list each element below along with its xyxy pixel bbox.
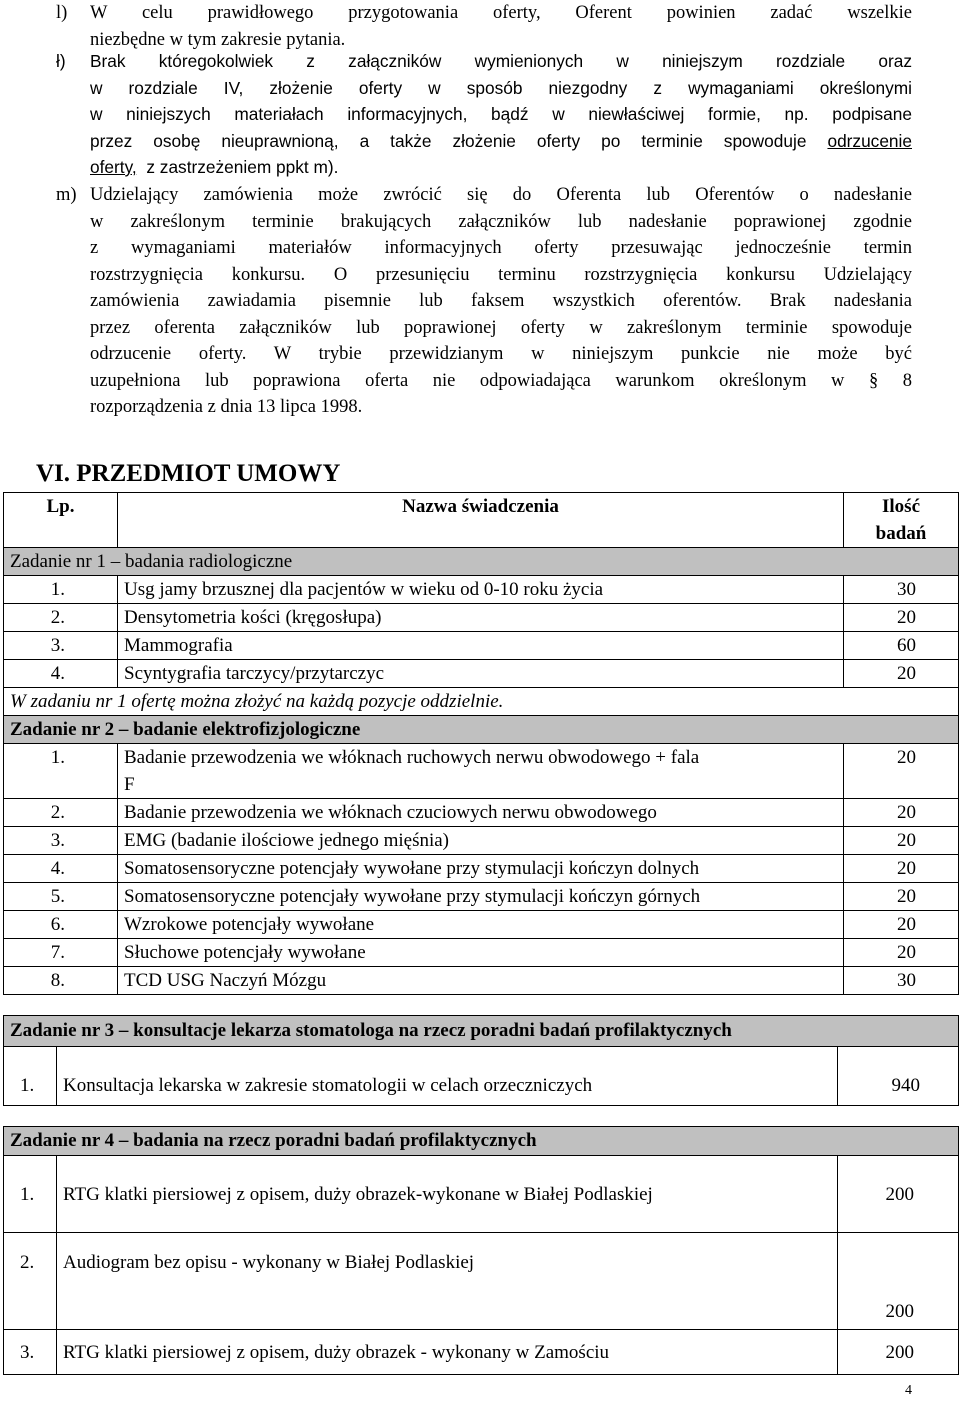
paragraph-line: odrzucenie oferty. W trybie przewidzianym w niniejszym punkcie nie może być [90,344,912,364]
row-qty: 940 [838,1047,959,1106]
row-qty: 20 [844,855,959,883]
row-name: RTG klatki piersiowej z opisem, duży obrazek-wykonane w Białej Podlaskiej [57,1156,838,1233]
row-qty: 20 [844,883,959,911]
underlined-text: odrzucenie [827,130,912,151]
row-lp: 1. [4,1047,57,1106]
row-lp: 1. [4,576,118,604]
task3-title: Zadanie nr 3 – konsultacje lekarza stomatologa na rzecz poradni badań profilaktycznych [4,1016,959,1047]
task1-note: W zadaniu nr 1 ofertę można złożyć na każdą pozycje oddzielnie. [4,688,959,716]
table-row [4,911,959,939]
services-table [3,492,959,995]
table-row [4,1330,959,1375]
paragraph-line: rozporządzenia z dnia 13 lipca 1998. [90,397,363,417]
row-name-line: F [124,774,135,795]
row-qty: 30 [844,576,959,604]
paragraph-label: l) [56,3,68,23]
paragraph-line: z wymaganiami materiałów informacyjnych oferty przesuwając jednocześnie termin [90,238,912,258]
row-name: TCD USG Naczyń Mózgu [118,967,844,995]
paragraph-l [56,0,912,53]
table-row [4,632,959,660]
row-lp: 3. [4,827,118,855]
task-title-row [4,1016,959,1047]
row-qty: 200 [838,1330,959,1375]
row-name-line: Badanie przewodzenia we włóknach ruchowych nerwu obwodowego + fala [124,747,700,768]
paragraph-line [90,368,912,395]
paragraph-l-stroke [56,48,912,181]
paragraph-text: przez osobę nieuprawnioną, a także złożenie oferty po terminie spowoduje [90,130,807,151]
task-title-row [4,1127,959,1156]
header-qty [844,493,959,548]
row-lp: 2. [4,1233,57,1330]
row-name: Usg jamy brzusznej dla pacjentów w wieku od 0-10 roku życia [118,576,844,604]
section-title: VI. PRZEDMIOT UMOWY [36,460,341,487]
row-name: Somatosensoryczne potencjały wywołane przy stymulacji kończyn górnych [118,883,844,911]
note-row [4,688,959,716]
row-qty: 20 [844,744,959,799]
table-row [4,604,959,632]
row-lp: 2. [4,604,118,632]
table-row [4,576,959,604]
row-name: Densytometria kości (kręgosłupa) [118,604,844,632]
task4-table [3,1126,959,1375]
paragraph-line: zamówienia zawiadamia pisemnie lub faksem wszystkich oferentów. Brak nadesłania [90,291,912,311]
row-lp: 4. [4,660,118,688]
table-row [4,660,959,688]
page-number: 4 [905,1383,912,1398]
table-row [4,799,959,827]
table-row [4,1047,959,1106]
row-lp: 3. [4,1330,57,1375]
underlined-text: oferty, [90,157,137,177]
paragraph-line: przez oferenta załączników lub poprawionej oferty w zakreślonym terminie spowoduje [90,317,912,338]
row-qty: 30 [844,967,959,995]
paragraph-line: w niniejszych materiałach informacyjnych, bądź w niewłaściwej formie, np. podpisane [90,104,912,124]
table-row [4,967,959,995]
paragraph-text: uzupełniona lub poprawiona oferta nie odpowiadająca warunkom określonym w [90,370,845,391]
paragraph-line: w rozdziale IV, złożenie oferty w sposób niezgodny z wymaganiami określonymi [90,77,912,98]
row-qty: 20 [844,799,959,827]
paragraph-line: niezbędne w tym zakresie pytania. [90,29,346,50]
row-name: Wzrokowe potencjały wywołane [118,911,844,939]
paragraph-label: ł) [56,51,66,71]
row-name [118,744,844,799]
section-sign: § [868,370,879,391]
row-name: RTG klatki piersiowej z opisem, duży obrazek - wykonany w Zamościu [57,1330,838,1375]
task2-title: Zadanie nr 2 – badanie elektrofizjologiczne [4,716,959,744]
row-qty: 20 [844,939,959,967]
row-name: Słuchowe potencjały wywołane [118,939,844,967]
paragraph-text: z zastrzeżeniem ppkt m). [146,157,339,177]
row-lp: 3. [4,632,118,660]
paragraph-line [90,154,912,181]
paragraph-line: Brak któregokolwiek z załączników wymienionych w niniejszym rozdziale oraz [90,51,912,71]
row-name: EMG (badanie ilościowe jednego mięśnia) [118,827,844,855]
row-lp: 8. [4,967,118,995]
task-title-row [4,548,959,576]
row-qty: 200 [838,1233,959,1330]
row-name: Badanie przewodzenia we włóknach czuciowych nerwu obwodowego [118,799,844,827]
header-lp: Lp. [4,493,118,548]
row-name: Mammografia [118,632,844,660]
header-qty-line: Ilość [882,496,920,517]
row-lp: 7. [4,939,118,967]
paragraph-line: W celu prawidłowego przygotowania oferty, Oferent powinien zadać wszelkie [90,3,912,23]
row-lp: 6. [4,911,118,939]
table-row [4,827,959,855]
table-row [4,1233,959,1330]
row-name: Konsultacja lekarska w zakresie stomatologii w celach orzeczniczych [57,1047,838,1106]
paragraph-m [56,182,912,421]
row-lp: 2. [4,799,118,827]
table-row [4,744,959,799]
row-lp: 1. [4,744,118,799]
task3-table [3,1015,959,1106]
row-name: Somatosensoryczne potencjały wywołane przy stymulacji kończyn dolnych [118,855,844,883]
task4-title: Zadanie nr 4 – badania na rzecz poradni badań profilaktycznych [4,1127,959,1156]
table-row [4,939,959,967]
paragraph-line: w zakreślonym terminie brakujących załączników lub nadesłanie poprawionej zgodnie [90,211,912,232]
row-qty: 20 [844,911,959,939]
row-qty: 60 [844,632,959,660]
task1-title: Zadanie nr 1 – badania radiologiczne [4,548,959,576]
row-name: Audiogram bez opisu - wykonany w Białej Podlaskiej [57,1233,838,1330]
header-name: Nazwa świadczenia [118,493,844,548]
row-name: Scyntygrafia tarczycy/przytarczyc [118,660,844,688]
task-title-row [4,716,959,744]
header-qty-line: badań [875,523,927,544]
row-qty: 20 [844,660,959,688]
row-qty: 20 [844,604,959,632]
row-lp: 5. [4,883,118,911]
table-row [4,1156,959,1233]
paragraph-line: Udzielający zamówienia może zwrócić się do Oferenta lub Oferentów o nadesłanie [90,185,912,205]
row-qty: 20 [844,827,959,855]
table-header-row [4,493,959,548]
row-qty: 200 [838,1156,959,1233]
paragraph-line: rozstrzygnięcia konkursu. O przesunięciu terminu rozstrzygnięcia konkursu Udzielający [90,264,912,285]
row-lp: 4. [4,855,118,883]
table-row [4,883,959,911]
row-lp: 1. [4,1156,57,1233]
table-row [4,855,959,883]
paragraph-text: 8 [902,370,912,391]
paragraph-label: m) [56,185,77,205]
paragraph-line [90,128,912,155]
